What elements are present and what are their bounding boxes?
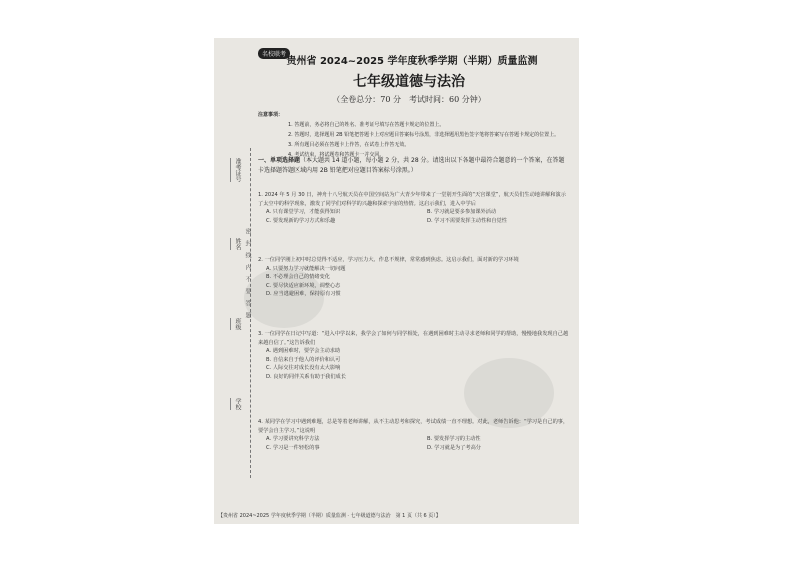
field-exam-number: 准考证号 — [230, 158, 242, 182]
question-stem: 2. 一位同学刚上初中时总觉得不适应，学习压力大、作息不规律，常常感到焦虑。这启示我们，面对新的学习环境 — [258, 257, 519, 263]
option-b: B. 自信来自于他人的评价和认可 — [266, 356, 341, 363]
option-d: D. 学习不需要发挥主动性和自觉性 — [427, 217, 507, 224]
section-one — [258, 156, 570, 176]
question-2 — [258, 256, 570, 299]
field-class: 班级 — [230, 318, 242, 330]
option-b: B. 不必理会自己的情绪变化 — [266, 274, 330, 281]
note-item: 4. 考试结束，将试题卷和答题卡一并交回。 — [288, 152, 385, 158]
note-item: 2. 答题时，选择题用 2B 铅笔把答题卡上对应题目答案标号涂黑，非选择题用黑色签字笔将答案写在答题卡规定的位置上。 — [288, 132, 560, 138]
option-a: A. 只要努力学习就能解决一切问题 — [266, 265, 346, 272]
question-stem: 3. 一位同学在日记中写道：“进入中学以来，我学会了如何与同学相处，在遇到困难时主动寻求老师和同学的帮助，慢慢地我发现自己越来越自信了。”这告诉我们 — [258, 331, 569, 346]
option-c: C. 要发现新的学习方式和乐趣 — [266, 217, 336, 224]
option-d: D. 应当逃避困难，保持原有习惯 — [266, 291, 341, 298]
option-b: B. 学习就是要多参加课外活动 — [427, 209, 497, 216]
field-school: 学校 — [230, 398, 242, 410]
seal-line-text: 密 封 线 内 不 要 答 题 — [244, 228, 251, 318]
option-d: D. 学习就是为了考高分 — [427, 444, 481, 451]
option-b: B. 要发挥学习的主动性 — [427, 436, 481, 443]
note-item: 1. 答题前，务必将自己的姓名、准考证号填写在答题卡规定的位置上。 — [288, 122, 445, 128]
question-3 — [258, 330, 570, 382]
question-stem: 4. 某同学在学习中遇到难题，总是等着老师讲解，从不主动思考和探究，考试成绩一直不理想。对此，老师告诉他：“学习是自己的事，要学会自主学习。”这说明 — [258, 419, 569, 434]
page-footer: 【贵州省 2024~2025 学年度秋季学期（半期）质量监测 · 七年级道德与法治 第 1 页（共 6 页）】 — [218, 513, 441, 519]
field-name: 姓名 — [230, 238, 242, 250]
note-item: 3. 所有题目必须在答题卡上作答，在试卷上作答无效。 — [288, 142, 410, 148]
option-a: A. 学习要讲究科学方法 — [266, 436, 320, 443]
question-1 — [258, 191, 570, 225]
option-c: C. 人际交往对成长没有太大影响 — [266, 365, 341, 372]
question-stem: 1. 2024 年 5 月 30 日，神舟十八号航天员在中国空间站为广大青少年带来了一堂别开生面的“天宫课堂”，航天员们生动地讲解和演示了太空中的科学现象，激发了同学们对科学的兴趣和探索宇宙的热情。这启示我们，进入中学后 — [258, 192, 566, 207]
section-heading: 一、单项选择题 — [258, 157, 301, 164]
exam-title: 贵州省 2024~2025 学年度秋季学期（半期）质量监测 — [286, 56, 538, 67]
question-4 — [258, 418, 570, 452]
option-d: D. 良好的同伴关系有助于我们成长 — [266, 373, 346, 380]
option-c: C. 学习是一件轻松的事 — [266, 444, 320, 451]
notes-block — [258, 110, 568, 160]
subject-title: 七年级道德与法治 — [353, 74, 465, 90]
section-instructions: （本大题共 14 道小题，每小题 2 分，共 28 分。请选出以下各题中最符合题意的一个答案，在答题卡选择题答题区域内用 2B 铅笔把对应题目答案标号涂黑。） — [258, 157, 565, 174]
option-a: A. 只有课堂学习，才能获得知识 — [266, 209, 341, 216]
exam-seal-badge: 名校联考 — [258, 48, 290, 59]
option-c: C. 要尽快适应新环境，调整心态 — [266, 282, 341, 289]
notes-label: 注意事项： — [258, 112, 284, 118]
option-a: A. 遇到困难时，要学会主动求助 — [266, 348, 341, 355]
exam-paper-photo — [214, 38, 579, 524]
exam-meta: （全卷总分：70 分 考试时间：60 分钟） — [332, 95, 486, 104]
